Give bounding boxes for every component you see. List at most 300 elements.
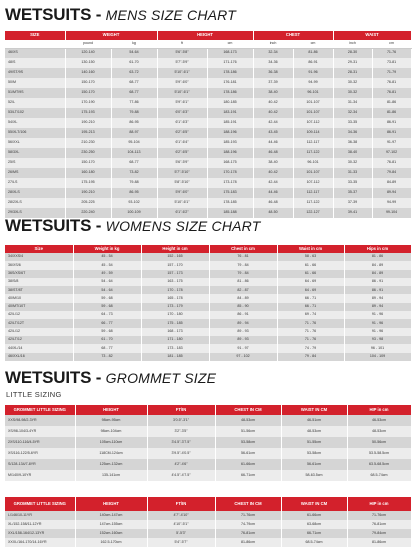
mens-table-cell: 53/LT/102 [5, 108, 65, 118]
mens-table-cell: 88-97 [111, 128, 157, 138]
table-cell: 40/MT/10T [5, 303, 73, 311]
table-cell: 98cm-95cm [75, 415, 147, 426]
table-cell: 91 - 96 [344, 319, 411, 327]
mens-table-cell: 170-178 [207, 168, 253, 178]
table-row [5, 520, 411, 529]
header-cell: FT/IN [147, 497, 215, 511]
mens-header-cell: HEIGHT [157, 31, 253, 40]
table-cell: 58 - 63 [277, 253, 344, 261]
mens-units-cell: inch [253, 40, 293, 48]
mens-table-cell: 43-45 [253, 128, 293, 138]
mens-table-cell: 38-40 [253, 88, 293, 98]
table-cell: 66 - 71 [277, 294, 344, 302]
header-cell: Weight in kg [73, 245, 141, 253]
mens-table-cell: 54/XL [5, 118, 65, 128]
table-cell: 71 - 76 [277, 336, 344, 344]
mens-table-cell: 76-81 [372, 158, 411, 168]
mens-table-cell: 6'1"-6'4" [157, 138, 207, 148]
mens-table-cell: 77-86 [111, 98, 157, 108]
header-cell: HEIGHT [75, 497, 147, 511]
table-cell: 68.5-74cm [281, 538, 347, 547]
mens-table-cell: 29-31 [333, 58, 372, 68]
header-cell: WAIST IN CM [281, 405, 347, 415]
mens-units-cell: ft [157, 40, 207, 48]
mens-table-cell: 35-37 [333, 188, 372, 198]
table-cell: XXS/98-98/2-3YR [5, 415, 75, 426]
table-cell: 140cm-147cm [75, 511, 147, 520]
header-cell: GROMMET LITTLE SIZING [5, 405, 75, 415]
mens-table-row [5, 58, 411, 68]
table-cell: 42/L/12 [5, 328, 73, 336]
mens-table-cell: 33-35 [333, 118, 372, 128]
mens-table-cell: 55/XLT/106 [5, 128, 65, 138]
table-cell: 170 - 180 [141, 311, 209, 319]
table-cell: 97 - 102 [209, 353, 277, 361]
mens-table-cell: 160-180 [65, 168, 111, 178]
table-cell: 56-61cm [215, 448, 281, 459]
table-cell: 3'4.5"-3'7.5" [147, 437, 215, 448]
mens-table-cell: 58/3XL [5, 148, 65, 158]
table-cell: 5'4"-5'7" [147, 538, 215, 547]
mens-table-cell: 31-34 [333, 98, 372, 108]
table-cell: 58-63.5cm [281, 470, 347, 481]
mens-table-cell: 185-193 [207, 138, 253, 148]
mens-table-cell: 188-196 [207, 148, 253, 158]
table-row [5, 319, 411, 327]
mens-table-cell: 30-32 [333, 78, 372, 88]
table-cell: 91 - 97 [209, 344, 277, 352]
mens-table-cell: 86-95 [111, 188, 157, 198]
mens-table-cell: 71-76 [372, 48, 411, 58]
mens-units-cell [5, 40, 65, 48]
table-cell: 163 - 175 [141, 278, 209, 286]
table-cell: 36S/XS/6T [5, 270, 73, 278]
table-cell: 81 - 86 [209, 278, 277, 286]
mens-header-cell: WAIST [333, 31, 411, 40]
womens-title-italic: WOMENS SIZE CHART [105, 218, 261, 234]
table-cell: 4'4.5"-4'7.5" [147, 470, 215, 481]
mens-table-cell: 168-175 [207, 158, 253, 168]
mens-table-cell: 46/XS [5, 48, 65, 58]
mens-table-cell: 50/M [5, 78, 65, 88]
table-cell: 168 - 173 [141, 328, 209, 336]
mens-table-cell: 94-99 [372, 198, 411, 208]
table-cell: 85 - 90 [209, 303, 277, 311]
table-cell: 66-71cm [281, 529, 347, 538]
mens-table-cell: 195-213 [65, 128, 111, 138]
table-cell: 86 - 91 [344, 278, 411, 286]
header-cell: HIP in cm [347, 497, 411, 511]
table-cell: 173 - 179 [141, 303, 209, 311]
mens-table-cell: 5'9"-6'1" [157, 98, 207, 108]
mens-table-cell: 205-225 [65, 198, 111, 208]
table-cell: 38/ST/8T [5, 286, 73, 294]
table-cell: 49 - 59 [73, 270, 141, 278]
mens-table-cell: 76-81 [372, 88, 411, 98]
table-cell: 76-81cm [215, 529, 281, 538]
mens-table-cell: 104-113 [111, 148, 157, 158]
table-cell: 3'0.5"-3'1" [147, 415, 215, 426]
table-cell: 181 - 185 [141, 353, 209, 361]
table-cell: 81 - 86 [344, 253, 411, 261]
table-cell: 79 - 84 [209, 270, 277, 278]
mens-table-cell: 170-190 [65, 98, 111, 108]
mens-table-cell: 29/3XLS [5, 208, 65, 218]
mens-table-cell: 40-42 [253, 108, 293, 118]
mens-table-cell: 176-181 [207, 78, 253, 88]
mens-table-cell: 185-191 [207, 118, 253, 128]
mens-table-cell: 100-109 [111, 208, 157, 218]
table-cell: 53-58cm [281, 448, 347, 459]
table-cell: 45 - 54 [73, 253, 141, 261]
table-cell: 165 - 178 [141, 294, 209, 302]
womens-size-table [5, 245, 412, 361]
mens-table-cell: 39-41 [333, 208, 372, 218]
table-cell: XS/98-104/3-4YR [5, 426, 75, 437]
mens-table-cell: 210-230 [65, 138, 111, 148]
header-cell: WAIST IN CM [281, 497, 347, 511]
mens-table-cell: 122-127 [293, 208, 333, 218]
table-cell: 170 - 178 [141, 286, 209, 294]
table-cell: 71 - 76 [277, 319, 344, 327]
mens-table-cell: 86-95 [111, 118, 157, 128]
mens-table-cell: 42-44 [253, 118, 293, 128]
mens-table-cell: 5'6"-5'8" [157, 48, 207, 58]
header-cell: HIP in cm [347, 405, 411, 415]
mens-table-cell: 6'1"-6'2" [157, 208, 207, 218]
mens-table-row [5, 98, 411, 108]
table-row [5, 511, 411, 520]
table-cell: 104 - 109 [344, 353, 411, 361]
table-cell: 3'9.5"-4'0.5" [147, 448, 215, 459]
mens-table-cell: 79-88 [111, 178, 157, 188]
table-cell: 59 - 68 [73, 328, 141, 336]
mens-table-cell: 5'7"-5'9" [157, 58, 207, 68]
mens-table-cell: 76-81 [372, 78, 411, 88]
mens-table-cell: 99-104 [372, 208, 411, 218]
grommet-subtitle: LITTLE SIZING [6, 390, 62, 399]
table-cell: 54 - 64 [73, 286, 141, 294]
mens-table-cell: 46-48 [253, 198, 293, 208]
mens-table-cell: 220-240 [65, 208, 111, 218]
table-row [5, 459, 411, 470]
mens-units-cell: kg [111, 40, 157, 48]
table-cell: 79 - 84 [209, 261, 277, 269]
table-cell: 175 - 185 [141, 319, 209, 327]
mens-table-row [5, 178, 411, 188]
mens-table-cell: 73-82 [111, 168, 157, 178]
table-cell: 84 - 89 [344, 270, 411, 278]
mens-table-row [5, 168, 411, 178]
mens-header-cell: SIZE [5, 31, 65, 40]
table-cell: XXL/158-164/12-13YR [5, 529, 75, 538]
table-cell: XL/152-158/11-12YR [5, 520, 75, 529]
mens-table-cell: 30-32 [333, 88, 372, 98]
table-cell: S/128-134/7-8YR [5, 459, 75, 470]
table-cell: 53-58cm [215, 437, 281, 448]
table-cell: 69 - 74 [277, 311, 344, 319]
table-cell: 61 - 66 [277, 261, 344, 269]
mens-table-cell: 117-122 [293, 198, 333, 208]
mens-table-cell: 81-86 [372, 108, 411, 118]
mens-header-cell: WEIGHT [65, 31, 157, 40]
mens-table-cell: 5'9"-6'0" [157, 78, 207, 88]
table-cell: 59 - 68 [73, 303, 141, 311]
table-cell: 63.5-68.5cm [347, 459, 411, 470]
table-cell: 48-53cm [281, 426, 347, 437]
table-cell: 118CM-124cm [75, 448, 147, 459]
table-cell: 66 - 71 [277, 303, 344, 311]
table-cell: 46/XXL/16 [5, 353, 73, 361]
table-cell: 61-66cm [215, 459, 281, 470]
mens-table-cell: 190-210 [65, 118, 111, 128]
table-cell: 48-53cm [347, 426, 411, 437]
mens-table-cell: 173-178 [207, 178, 253, 188]
table-row [5, 426, 411, 437]
mens-table-cell: 79-88 [111, 108, 157, 118]
header-cell: FT/IN [147, 405, 215, 415]
mens-table-cell: 101-107 [293, 168, 333, 178]
grommet-title-bold: WETSUITS - [5, 368, 102, 387]
mens-header-cell: CHEST [253, 31, 333, 40]
grommet-table1-header-row [5, 405, 411, 415]
mens-table-cell: 171-176 [207, 58, 253, 68]
table-cell: 96 - 101 [344, 344, 411, 352]
mens-table-cell: 96-101 [293, 88, 333, 98]
table-cell: 64 - 73 [73, 311, 141, 319]
mens-table-cell: 84-89 [372, 178, 411, 188]
mens-table-cell: 44-46 [253, 188, 293, 198]
table-cell: XS/116-122/5-6YR [5, 448, 75, 459]
mens-table-cell: 28/XLS [5, 188, 65, 198]
table-cell: 171 - 180 [141, 336, 209, 344]
table-cell: 79 - 84 [277, 353, 344, 361]
table-cell: 50-56cm [347, 437, 411, 448]
table-cell: 45 - 54 [73, 261, 141, 269]
table-cell: 82 - 87 [209, 286, 277, 294]
mens-table-cell: 140-160 [65, 68, 111, 78]
mens-table-row [5, 158, 411, 168]
grommet-size-table-2 [5, 497, 412, 547]
mens-table-cell: 6'2"-6'5" [157, 128, 207, 138]
table-cell: 89 - 93 [209, 336, 277, 344]
table-cell: 36/XS/6 [5, 261, 73, 269]
table-cell: 84 - 89 [209, 294, 277, 302]
mens-table-cell: 178-186 [207, 68, 253, 78]
mens-table-cell: 86-91 [293, 58, 333, 68]
table-cell: 66-71cm [215, 470, 281, 481]
table-row [5, 344, 411, 352]
mens-table-row [5, 48, 411, 58]
table-cell: 86 - 91 [344, 286, 411, 294]
table-cell: 89 - 93 [209, 328, 277, 336]
table-cell: 74-79cm [215, 520, 281, 529]
womens-header-row [5, 245, 411, 253]
mens-units-cell: inch [333, 40, 372, 48]
table-row [5, 538, 411, 547]
table-cell: 147cm-155cm [75, 520, 147, 529]
table-cell: 61-66cm [281, 511, 347, 520]
mens-table-row [5, 128, 411, 138]
mens-table-cell: 168-173 [207, 48, 253, 58]
table-cell: 3'2"-3'5" [147, 426, 215, 437]
mens-title [5, 5, 236, 25]
table-row [5, 253, 411, 261]
mens-table-cell: 32-34 [333, 108, 372, 118]
table-row [5, 336, 411, 344]
mens-table-row [5, 78, 411, 88]
table-cell: 157 - 170 [141, 261, 209, 269]
mens-table-cell: 175-193 [65, 108, 111, 118]
mens-table-cell: 49/ST/9S [5, 68, 65, 78]
table-row [5, 261, 411, 269]
table-cell: 51-55cm [281, 437, 347, 448]
mens-table-cell: 6'2"-6'5" [157, 148, 207, 158]
mens-table-cell: 34-36 [333, 128, 372, 138]
mens-table-cell: 5'10"-6'1" [157, 68, 207, 78]
table-cell: 64 - 69 [277, 278, 344, 286]
table-cell: 93 - 98 [344, 336, 411, 344]
mens-table-cell: 68-77 [111, 88, 157, 98]
mens-table-cell: 52/L [5, 98, 65, 108]
table-cell: 38/S/8 [5, 278, 73, 286]
mens-table-cell: 188-196 [207, 128, 253, 138]
mens-table-cell: 178-185 [207, 198, 253, 208]
mens-table-cell: 117-122 [293, 148, 333, 158]
table-cell: 66 - 77 [73, 319, 141, 327]
mens-table-cell: 40-42 [253, 98, 293, 108]
table-cell: 40/M/10 [5, 294, 73, 302]
table-cell: 34/XXS/4 [5, 253, 73, 261]
table-cell: 61 - 70 [73, 336, 141, 344]
table-row [5, 278, 411, 286]
mens-table-cell: 28-30 [333, 48, 372, 58]
table-cell: 4'10"-5'1" [147, 520, 215, 529]
table-cell: 135-141cm [75, 470, 147, 481]
table-cell: 105cm-110cm [75, 437, 147, 448]
mens-table-cell: 73-81 [372, 58, 411, 68]
mens-table-cell: 61-70 [111, 58, 157, 68]
mens-size-table [5, 31, 412, 218]
mens-table-cell: 95-104 [111, 138, 157, 148]
mens-table-cell: 42-44 [253, 178, 293, 188]
mens-table-cell: 112-117 [293, 138, 333, 148]
table-row [5, 448, 411, 459]
table-cell: 71-76cm [347, 511, 411, 520]
header-cell: Size [5, 245, 73, 253]
mens-table-cell: 56/XXL [5, 138, 65, 148]
table-row [5, 415, 411, 426]
mens-table-cell: 25/S [5, 158, 65, 168]
mens-title-bold: WETSUITS - [5, 5, 102, 24]
table-cell: 91 - 96 [344, 328, 411, 336]
mens-table-cell: 26/MS [5, 168, 65, 178]
mens-table-cell: 33-35 [333, 178, 372, 188]
mens-table-cell: 107-112 [293, 118, 333, 128]
mens-table-cell: 27/LS [5, 178, 65, 188]
mens-table-cell: 86-91 [372, 118, 411, 128]
table-cell: 71 - 76 [277, 328, 344, 336]
mens-table-cell: 5'6"-5'9" [157, 158, 207, 168]
mens-table-cell: 91-96 [293, 68, 333, 78]
table-cell: 64 - 69 [277, 286, 344, 294]
mens-table-row [5, 108, 411, 118]
mens-table-cell: 178-186 [207, 88, 253, 98]
table-row [5, 294, 411, 302]
mens-table-cell: 190-210 [65, 188, 111, 198]
mens-table-cell: 86-91 [372, 128, 411, 138]
mens-table-cell: 107-112 [293, 178, 333, 188]
mens-table-cell: 150-170 [65, 78, 111, 88]
table-cell: 157 - 173 [141, 270, 209, 278]
mens-table-cell: 150-170 [65, 158, 111, 168]
table-cell: XXXL/164-170/14-16YR [5, 538, 75, 547]
mens-header-row [5, 31, 411, 40]
table-cell: 2XS/110-116/4-5YR [5, 437, 75, 448]
mens-table-cell: 5'7"-5'10" [157, 168, 207, 178]
mens-table-cell: 93-102 [111, 198, 157, 208]
mens-table-cell: 96-101 [293, 158, 333, 168]
mens-table-cell: 5'8"-5'10" [157, 178, 207, 188]
header-cell: GROMMET LITTLE SIZING [5, 497, 75, 511]
mens-table-row [5, 138, 411, 148]
mens-table-cell: 101-107 [293, 98, 333, 108]
table-cell: L/146/10-11YR [5, 511, 75, 520]
table-cell: 73 - 82 [73, 353, 141, 361]
table-cell: 91 - 96 [344, 311, 411, 319]
table-cell: 89 - 94 [344, 303, 411, 311]
table-cell: 48-53cm [215, 415, 281, 426]
mens-table-cell: 31-33 [333, 168, 372, 178]
mens-table-cell: 40-42 [253, 168, 293, 178]
mens-table-cell: 34-36 [253, 58, 293, 68]
table-cell: 81-86cm [347, 538, 411, 547]
mens-table-cell: 81-86 [293, 48, 333, 58]
mens-table-cell: 46-48 [253, 148, 293, 158]
table-cell: 61 - 66 [277, 270, 344, 278]
mens-table-cell: 5'9"-6'0" [157, 188, 207, 198]
header-cell: CHEST IN CM [215, 497, 281, 511]
table-cell: 4'7"-4'10" [147, 511, 215, 520]
grommet-title-italic: GROMMET SIZE [105, 370, 217, 386]
womens-title [5, 216, 261, 236]
womens-title-bold: WETSUITS - [5, 216, 102, 235]
mens-units-cell: cm [372, 40, 411, 48]
mens-table-cell: 183-191 [207, 108, 253, 118]
mens-table-cell: 6'1"-6'3" [157, 118, 207, 128]
mens-table-cell: 28/2XLS [5, 198, 65, 208]
header-cell: Height in cm [141, 245, 209, 253]
table-cell: 51-56cm [215, 426, 281, 437]
grommet-size-table-1 [5, 405, 412, 481]
mens-table-row [5, 148, 411, 158]
mens-table-cell: 28-31 [333, 68, 372, 78]
mens-table-cell: 130-150 [65, 58, 111, 68]
mens-table-cell: 36-38 [333, 138, 372, 148]
mens-title-italic: MENS SIZE CHART [105, 7, 236, 23]
header-cell: Hips in cm [344, 245, 411, 253]
table-row [5, 286, 411, 294]
table-row [5, 529, 411, 538]
table-cell: 71-76cm [215, 511, 281, 520]
mens-table-cell: 37-39 [333, 198, 372, 208]
table-cell: 152 - 165 [141, 253, 209, 261]
table-cell: 42/L/12 [5, 311, 73, 319]
table-cell: 4'2"-4'6" [147, 459, 215, 470]
mens-table-cell: 79-84 [372, 168, 411, 178]
table-cell: 59 - 68 [73, 294, 141, 302]
table-row [5, 470, 411, 481]
